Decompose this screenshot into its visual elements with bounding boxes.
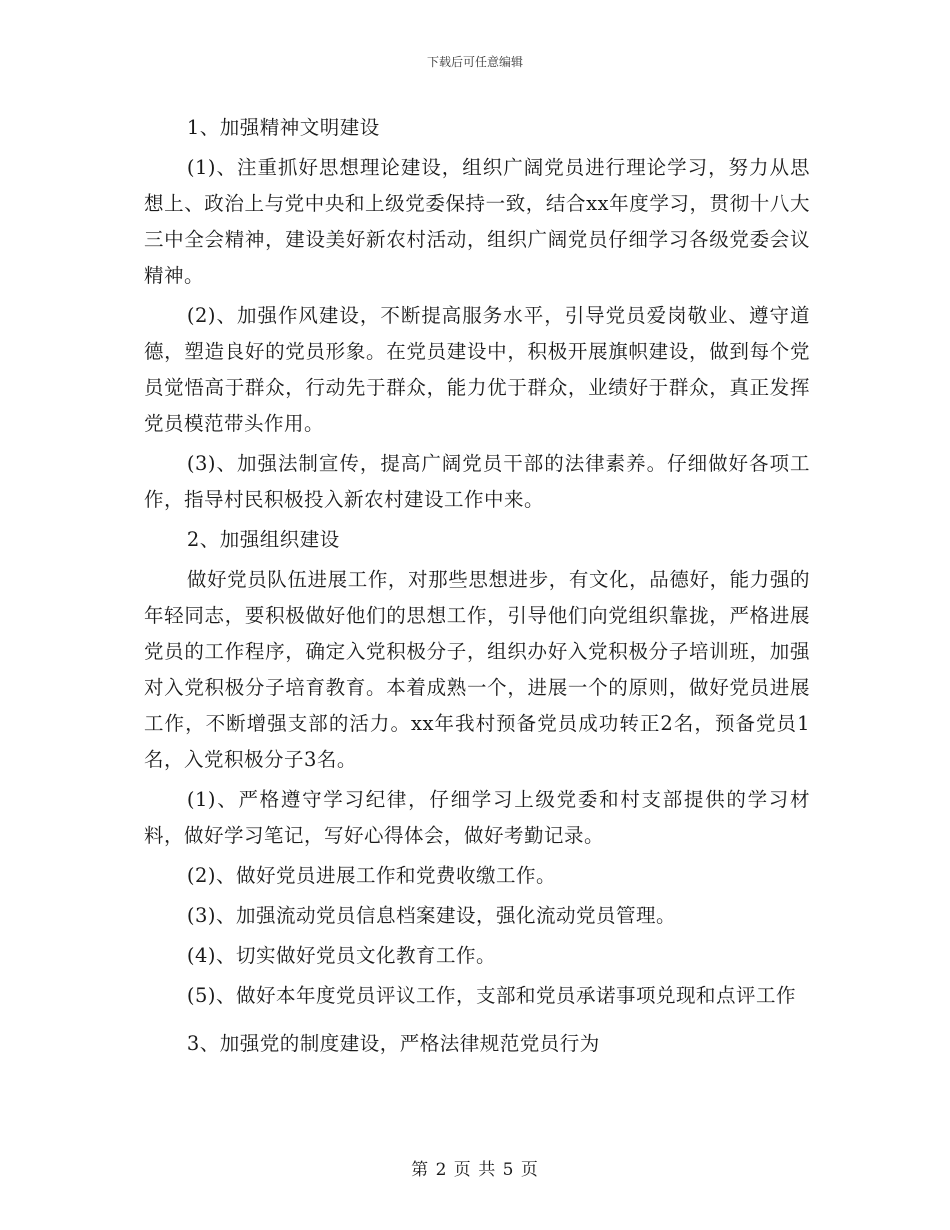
paragraph-2-4: (4)、切实做好党员文化教育工作。	[186, 944, 497, 967]
paragraph-2-1: (1)、严格遵守学习纪律，仔细学习上级党委和村支部提供的学习材料，做好学习笔记，写好心得体会，做好考勤记录。	[144, 788, 810, 847]
paragraph-2-intro: 做好党员队伍进展工作，对那些思想进步，有文化，品德好，能力强的年轻同志，要积极做好他们的思想工作，引导他们向党组织靠拢，严格进展党员的工作程序，确定入党积极分子，组织办好入党积极分子培训班，加强对入党积极分子培育教育。本着成熟一个，进展一个的原则，做好党员进展工作，不断增强支部的活力。xx年我村预备党员成功转正2名，预备党员1名，入党积极分子3名。	[144, 568, 810, 771]
section-heading-1: 1、加强精神文明建设	[186, 116, 380, 139]
section-heading-3: 3、加强党的制度建设，严格法律规范党员行为	[186, 1032, 600, 1055]
paragraph-1-2: (2)、加强作风建设，不断提高服务水平，引导党员爱岗敬业、遵守道德，塑造良好的党员形象。在党员建设中，积极开展旗帜建设，做到每个党员觉悟高于群众，行动先于群众，能力优于群众，业绩好于群众，真正发挥党员模范带头作用。	[144, 304, 810, 435]
paragraph-1-3: (3)、加强法制宣传，提高广阔党员干部的法律素养。仔细做好各项工作，指导村民积极投入新农村建设工作中来。	[144, 452, 810, 511]
paragraph-1-1: (1)、注重抓好思想理论建设，组织广阔党员进行理论学习，努力从思想上、政治上与党中央和上级党委保持一致，结合xx年度学习，贯彻十八大三中全会精神，建设美好新农村活动，组织广阔党员仔细学习各级党委会议精神。	[144, 156, 810, 287]
paragraph-2-3: (3)、加强流动党员信息档案建设，强化流动党员管理。	[186, 904, 677, 927]
page-header-note: 下载后可任意编辑	[426, 55, 523, 69]
paragraph-2-5: (5)、做好本年度党员评议工作，支部和党员承诺事项兑现和点评工作	[186, 984, 797, 1007]
section-heading-2: 2、加强组织建设	[186, 528, 340, 551]
page-number: 第 2 页 共 5 页	[411, 1160, 539, 1180]
document-body	[144, 110, 810, 1062]
paragraph-2-2: (2)、做好党员进展工作和党费收缴工作。	[186, 864, 557, 887]
